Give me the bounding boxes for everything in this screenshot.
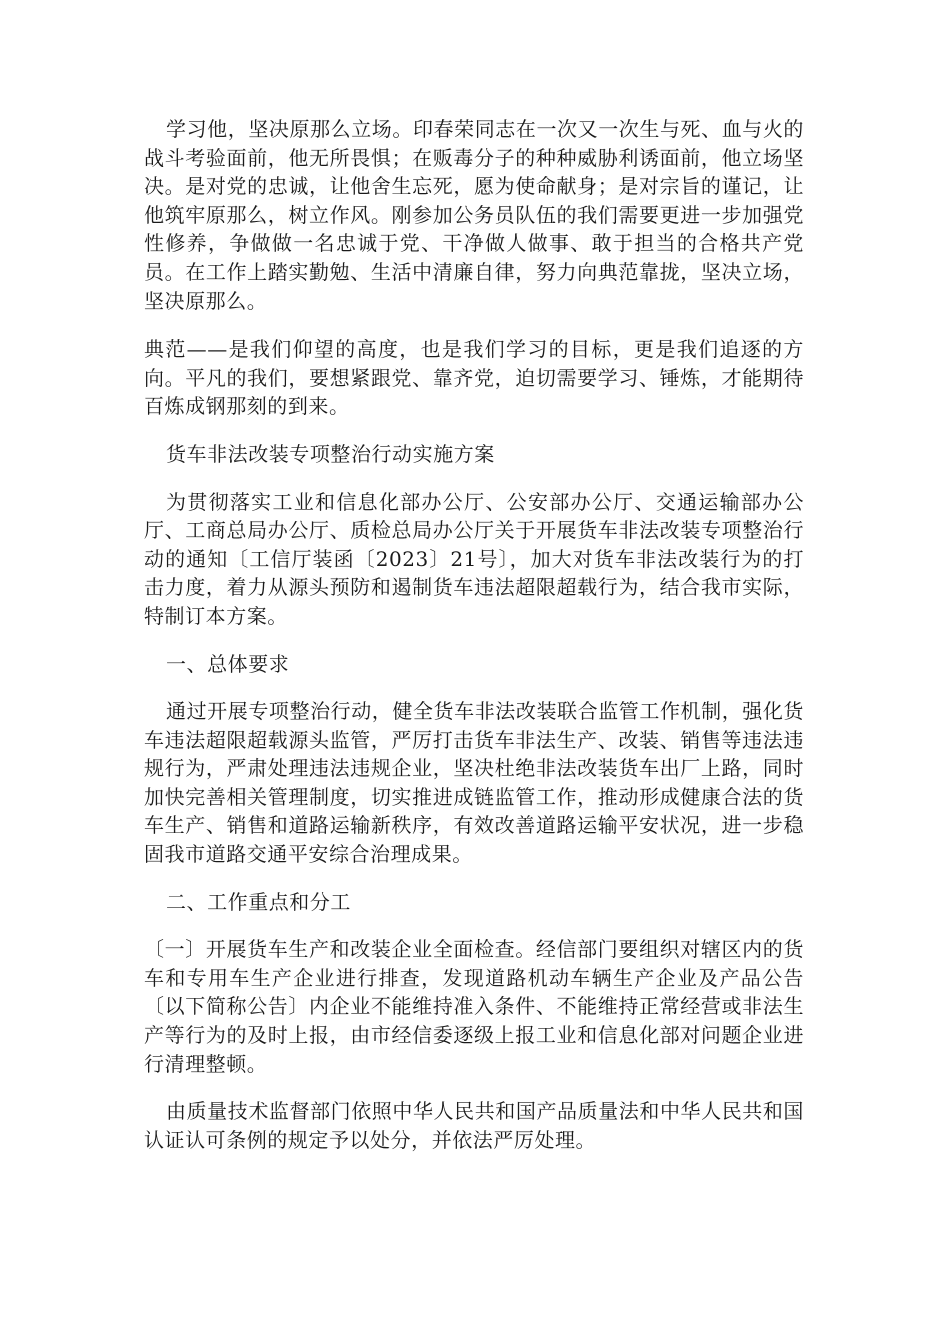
section-heading: 一、总体要求 — [166, 651, 290, 676]
body-paragraph: 典范——是我们仰望的高度，也是我们学习的目标，更是我们追逐的方向。平凡的我们，要想紧跟党、靠齐党，迫切需要学习、锤炼，才能期待百炼成钢那刻的到来。 — [144, 337, 804, 419]
body-paragraph: 学习他，坚决原那么立场。印春荣同志在一次又一次生与死、血与火的战斗考验面前，他无所畏惧；在贩毒分子的种种威胁利诱面前，他立场坚决。是对党的忠诚，让他舍生忘死，愿为使命献身；是对宗旨的谨记，让他筑牢原那么，树立作风。刚参加公务员队伍的我们需要更进一步加强党性修养，争做做一名忠诚于党、干净做人做事、敢于担当的合格共产党员。在工作上踏实勤勉、生活中清廉自律，努力向典范靠拢，坚决立场，坚决原那么。 — [144, 117, 804, 313]
body-paragraph: 为贯彻落实工业和信息化部办公厅、公安部办公厅、交通运输部办公厅、工商总局办公厅、质检总局办公厅关于开展货车非法改装专项整治行动的通知〔工信厅装函〔2023〕21号〕，加大对货车非法改装行为的打击力度，着力从源头预防和遏制货车违法超限超载行为，结合我市实际，特制订本方案。 — [144, 489, 804, 628]
body-paragraph: 〔一〕开展货车生产和改装企业全面检查。经信部门要组织对辖区内的货车和专用车生产企业进行排查，发现道路机动车辆生产企业及产品公告〔以下简称公告〕内企业不能维持准入条件、不能维持正常经营或非法生产等行为的及时上报，由市经信委逐级上报工业和信息化部对问题企业进行清理整顿。 — [144, 937, 804, 1076]
section-title: 货车非法改装专项整治行动实施方案 — [166, 441, 495, 466]
body-paragraph: 通过开展专项整治行动，健全货车非法改装联合监管工作机制，强化货车违法超限超载源头监管，严厉打击货车非法生产、改装、销售等违法违规行为，严肃处理违法违规企业，坚决杜绝非法改装货车出厂上路，同时加快完善相关管理制度，切实推进成链监管工作，推动形成健康合法的货车生产、销售和道路运输新秩序，有效改善道路运输平安状况，进一步稳固我市道路交通平安综合治理成果。 — [144, 699, 804, 867]
document-page — [144, 115, 804, 1154]
section-heading: 二、工作重点和分工 — [166, 889, 351, 914]
body-paragraph: 由质量技术监督部门依照中华人民共和国产品质量法和中华人民共和国认证认可条例的规定予以处分，并依法严厉处理。 — [144, 1099, 804, 1152]
